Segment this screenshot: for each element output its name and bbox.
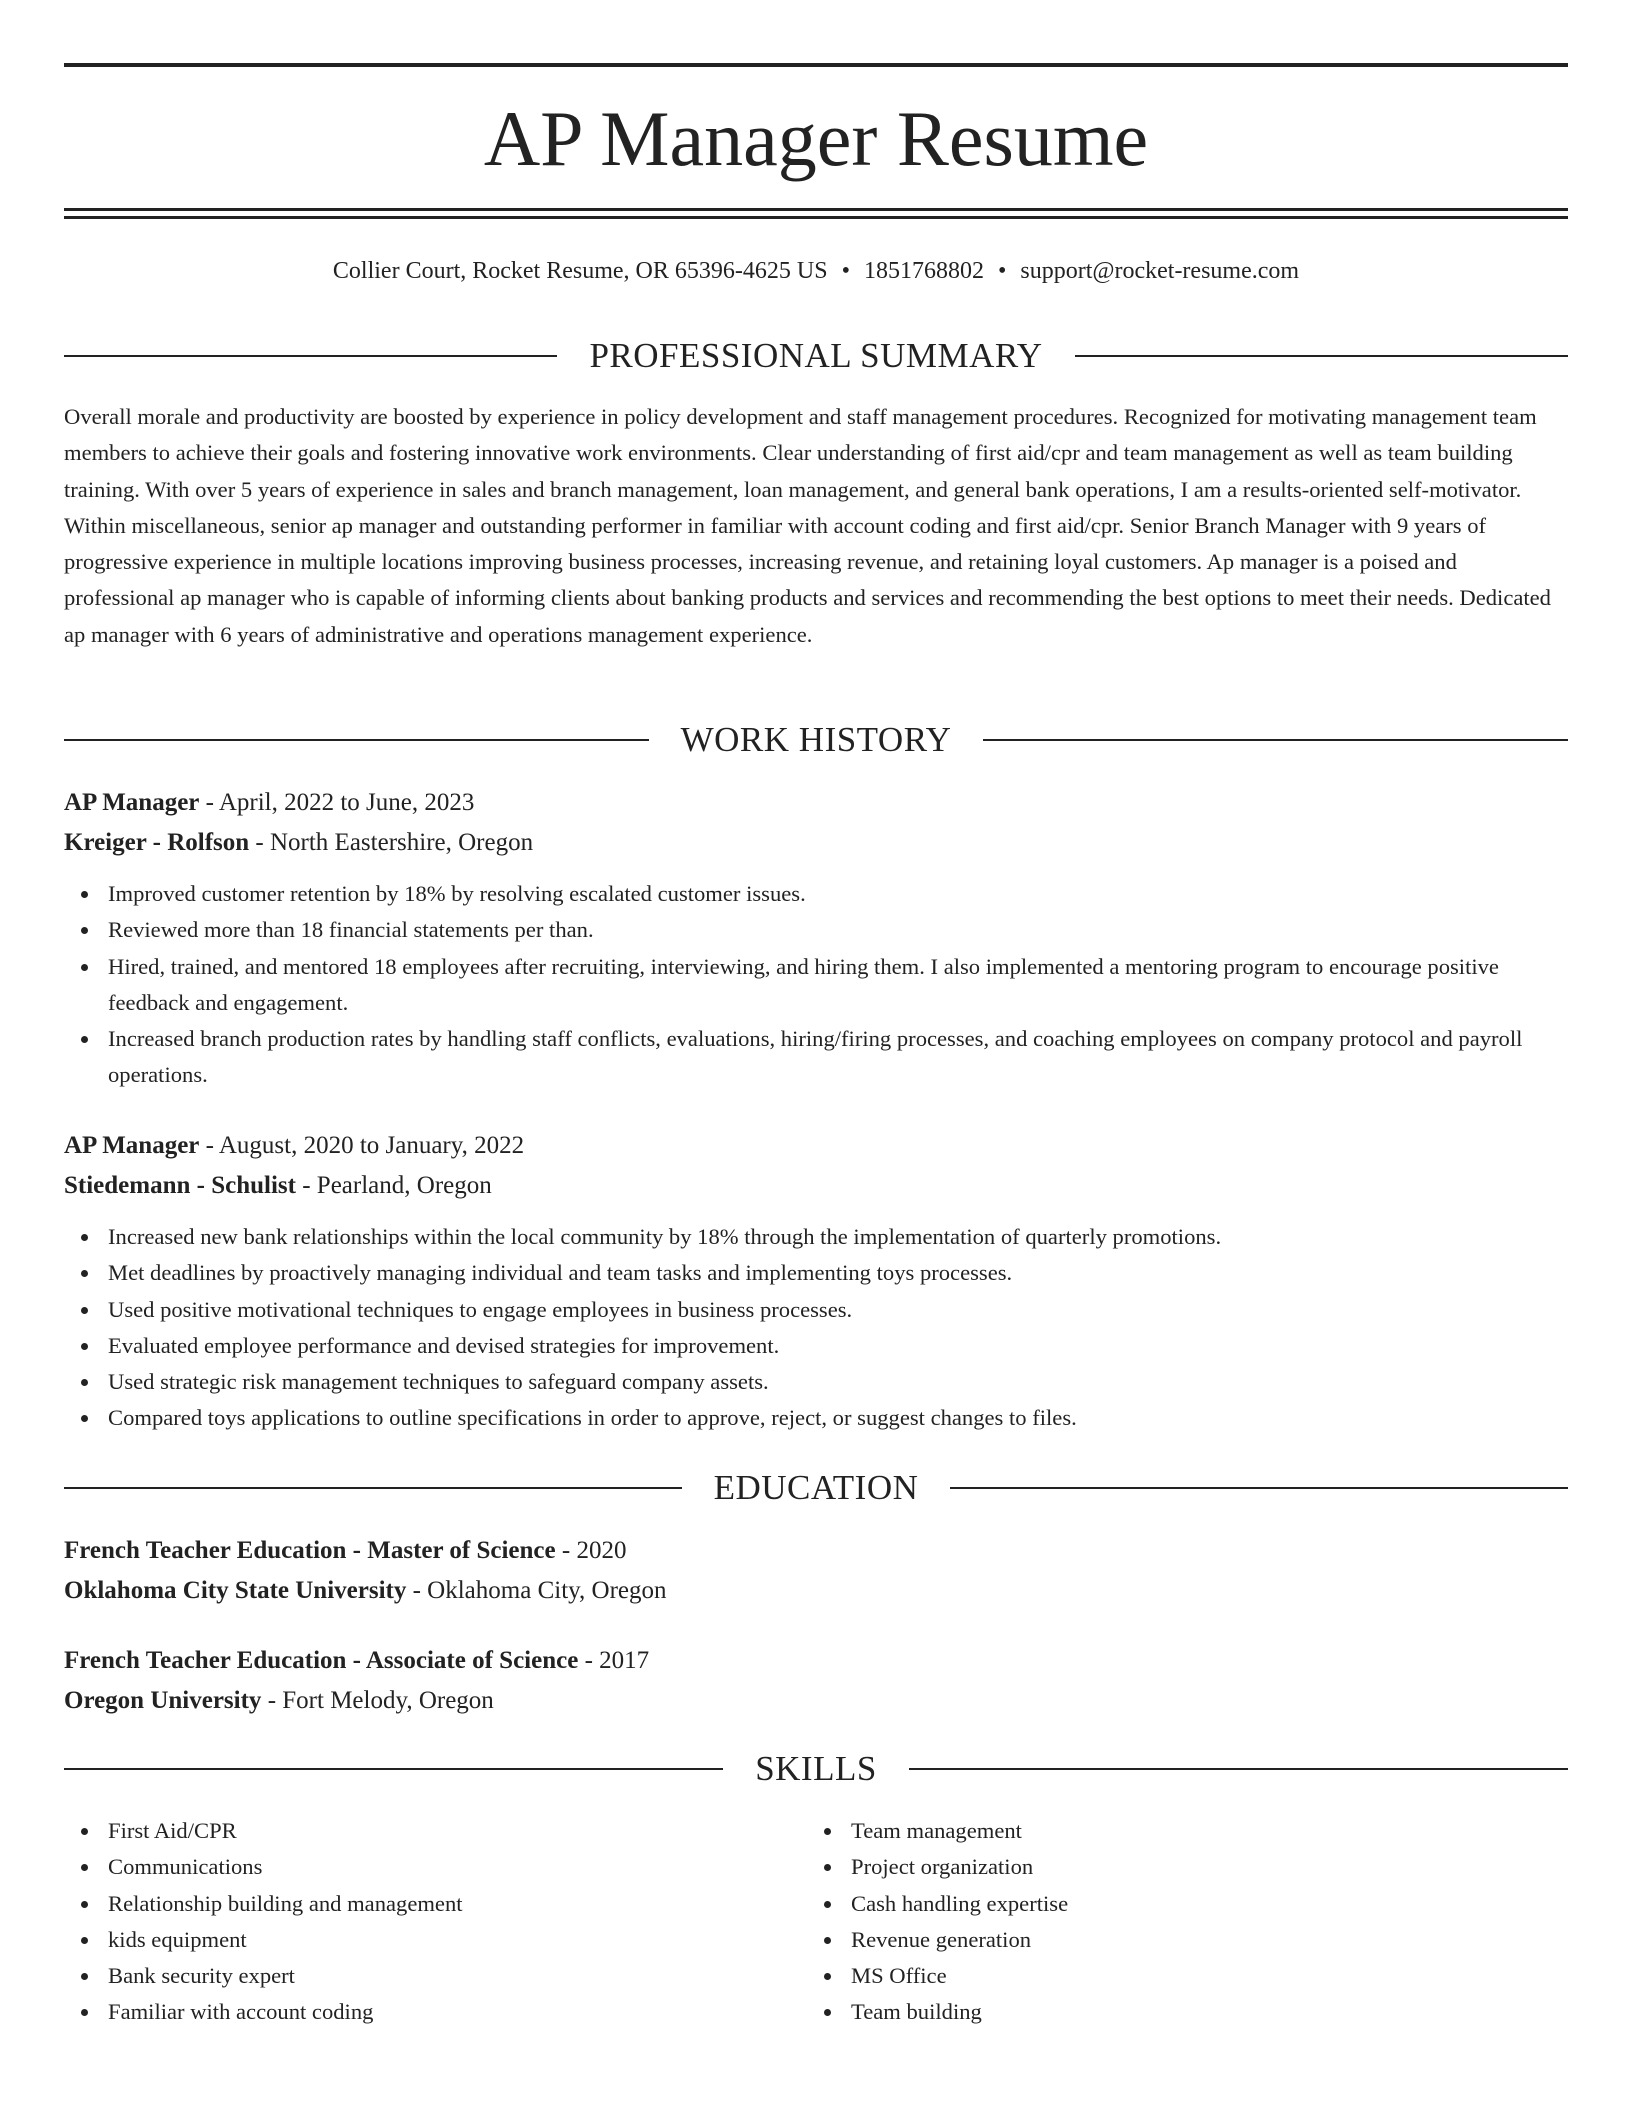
divider-line [1075, 355, 1568, 357]
job-bullet: Used strategic risk management techniques to safeguard company assets. [108, 1364, 1568, 1400]
job-bullet: Compared toys applications to outline specifications in order to approve, reject, or suggest changes to files. [108, 1400, 1568, 1436]
school: Oklahoma City State University [64, 1577, 407, 1604]
job-company-line [64, 1166, 1568, 1206]
skill-item: Revenue generation [851, 1922, 1507, 1958]
job-bullet: Increased branch production rates by handling staff conflicts, evaluations, hiring/firing processes, and coaching employees on company protocol and payroll operations. [108, 1021, 1568, 1094]
skill-item: Relationship building and management [108, 1886, 764, 1922]
contact-phone: 1851768802 [863, 258, 984, 284]
skill-item: Communications [108, 1849, 764, 1885]
title-rule-upper [64, 208, 1568, 211]
job-bullets [64, 1219, 1568, 1437]
skill-item: kids equipment [108, 1922, 764, 1958]
job-location: - Pearland, Oregon [295, 1172, 492, 1199]
job-title: AP Manager [64, 789, 200, 816]
school-location: - Fort Melody, Oregon [261, 1687, 494, 1714]
school-line [64, 1681, 1568, 1721]
education-entry [64, 1531, 1568, 1611]
job-title: AP Manager [64, 1132, 200, 1159]
school-location: - Oklahoma City, Oregon [406, 1577, 667, 1604]
top-rule [64, 63, 1568, 67]
skills-right-column [807, 1813, 1507, 2031]
summary-section-header [64, 334, 1568, 378]
contact-address: Collier Court, Rocket Resume, OR 65396-4625 US [332, 258, 828, 284]
skill-item: Bank security expert [108, 1958, 764, 1994]
job-title-line [64, 783, 1568, 823]
degree: French Teacher Education - Associate of Science [64, 1647, 579, 1674]
skill-item: First Aid/CPR [108, 1813, 764, 1849]
degree: French Teacher Education - Master of Science [64, 1537, 556, 1564]
skills-section-header [64, 1747, 1568, 1791]
job-bullet: Used positive motivational techniques to engage employees in business processes. [108, 1292, 1568, 1328]
job-bullet: Increased new bank relationships within the local community by 18% through the implementation of quarterly promotions. [108, 1219, 1568, 1255]
divider-line [64, 1768, 723, 1770]
divider-line [909, 1768, 1568, 1770]
job-dates: - August, 2020 to January, 2022 [199, 1132, 525, 1159]
title-rule-lower [64, 216, 1568, 219]
summary-heading: PROFESSIONAL SUMMARY [589, 336, 1043, 375]
contact-separator: • [997, 258, 1007, 284]
education-section-header [64, 1466, 1568, 1510]
degree-line [64, 1641, 1568, 1681]
job-dates: - April, 2022 to June, 2023 [199, 789, 475, 816]
contact-separator: • [841, 258, 850, 284]
job-company-line [64, 823, 1568, 863]
school-line [64, 1571, 1568, 1611]
job-bullet: Reviewed more than 18 financial statements per than. [108, 912, 1568, 948]
work-section-header [64, 718, 1568, 762]
job-bullet: Evaluated employee performance and devised strategies for improvement. [108, 1328, 1568, 1364]
skills-left-column [64, 1813, 764, 2031]
skill-item: Cash handling expertise [851, 1886, 1507, 1922]
job-company: Stiedemann - Schulist [64, 1172, 296, 1199]
resume-title: AP Manager Resume [483, 95, 1149, 182]
education-heading: EDUCATION [713, 1468, 919, 1507]
school: Oregon University [64, 1687, 262, 1714]
job-bullet: Improved customer retention by 18% by resolving escalated customer issues. [108, 876, 1568, 912]
job-title-line [64, 1126, 1568, 1166]
degree-year: - 2017 [578, 1647, 650, 1674]
divider-line [950, 1487, 1568, 1489]
contact-line [64, 254, 1568, 288]
degree-year: - 2020 [555, 1537, 627, 1564]
job-bullets [64, 876, 1568, 1094]
job-entry [64, 1126, 1568, 1437]
divider-line [64, 1487, 682, 1489]
skill-item: Project organization [851, 1849, 1507, 1885]
job-bullet: Met deadlines by proactively managing individual and team tasks and implementing toys processes. [108, 1255, 1568, 1291]
job-bullet: Hired, trained, and mentored 18 employees after recruiting, interviewing, and hiring them. I also implemented a mentoring program to encourage positive feedback and engagement. [108, 949, 1568, 1022]
education-entry [64, 1641, 1568, 1721]
divider-line [64, 739, 649, 741]
skills-list [807, 1813, 1507, 2031]
divider-line [983, 739, 1568, 741]
work-heading: WORK HISTORY [680, 720, 952, 759]
skill-item: Familiar with account coding [108, 1994, 764, 2030]
contact-email: support@rocket-resume.com [1020, 258, 1300, 284]
skills-list [64, 1813, 764, 2031]
divider-line [64, 355, 557, 357]
job-location: - North Eastershire, Oregon [249, 829, 534, 856]
job-entry [64, 783, 1568, 1094]
skill-item: MS Office [851, 1958, 1507, 1994]
degree-line [64, 1531, 1568, 1571]
skill-item: Team building [851, 1994, 1507, 2030]
skills-heading: SKILLS [755, 1749, 877, 1788]
summary-text: Overall morale and productivity are boosted by experience in policy development and staff management procedures. Recognized for motivating management team members to achieve their goals and fostering innovative work environments. Clear understanding of first aid/cpr and team management as well as team building training. With over 5 years of experience in sales and branch management, loan management, and general bank operations, I am a results-oriented self-motivator. Within miscellaneous, senior ap manager and outstanding performer in familiar with account coding and first aid/cpr. Senior Branch Manager with 9 years of progressive experience in multiple locations improving business processes, increasing revenue, and retaining loyal customers. Ap manager is a poised and professional ap manager who is capable of informing clients about banking products and services and recommending the best options to meet their needs. Dedicated ap manager with 6 years of administrative and operations management experience. [64, 404, 1551, 647]
job-company: Kreiger - Rolfson [64, 829, 250, 856]
skill-item: Team management [851, 1813, 1507, 1849]
